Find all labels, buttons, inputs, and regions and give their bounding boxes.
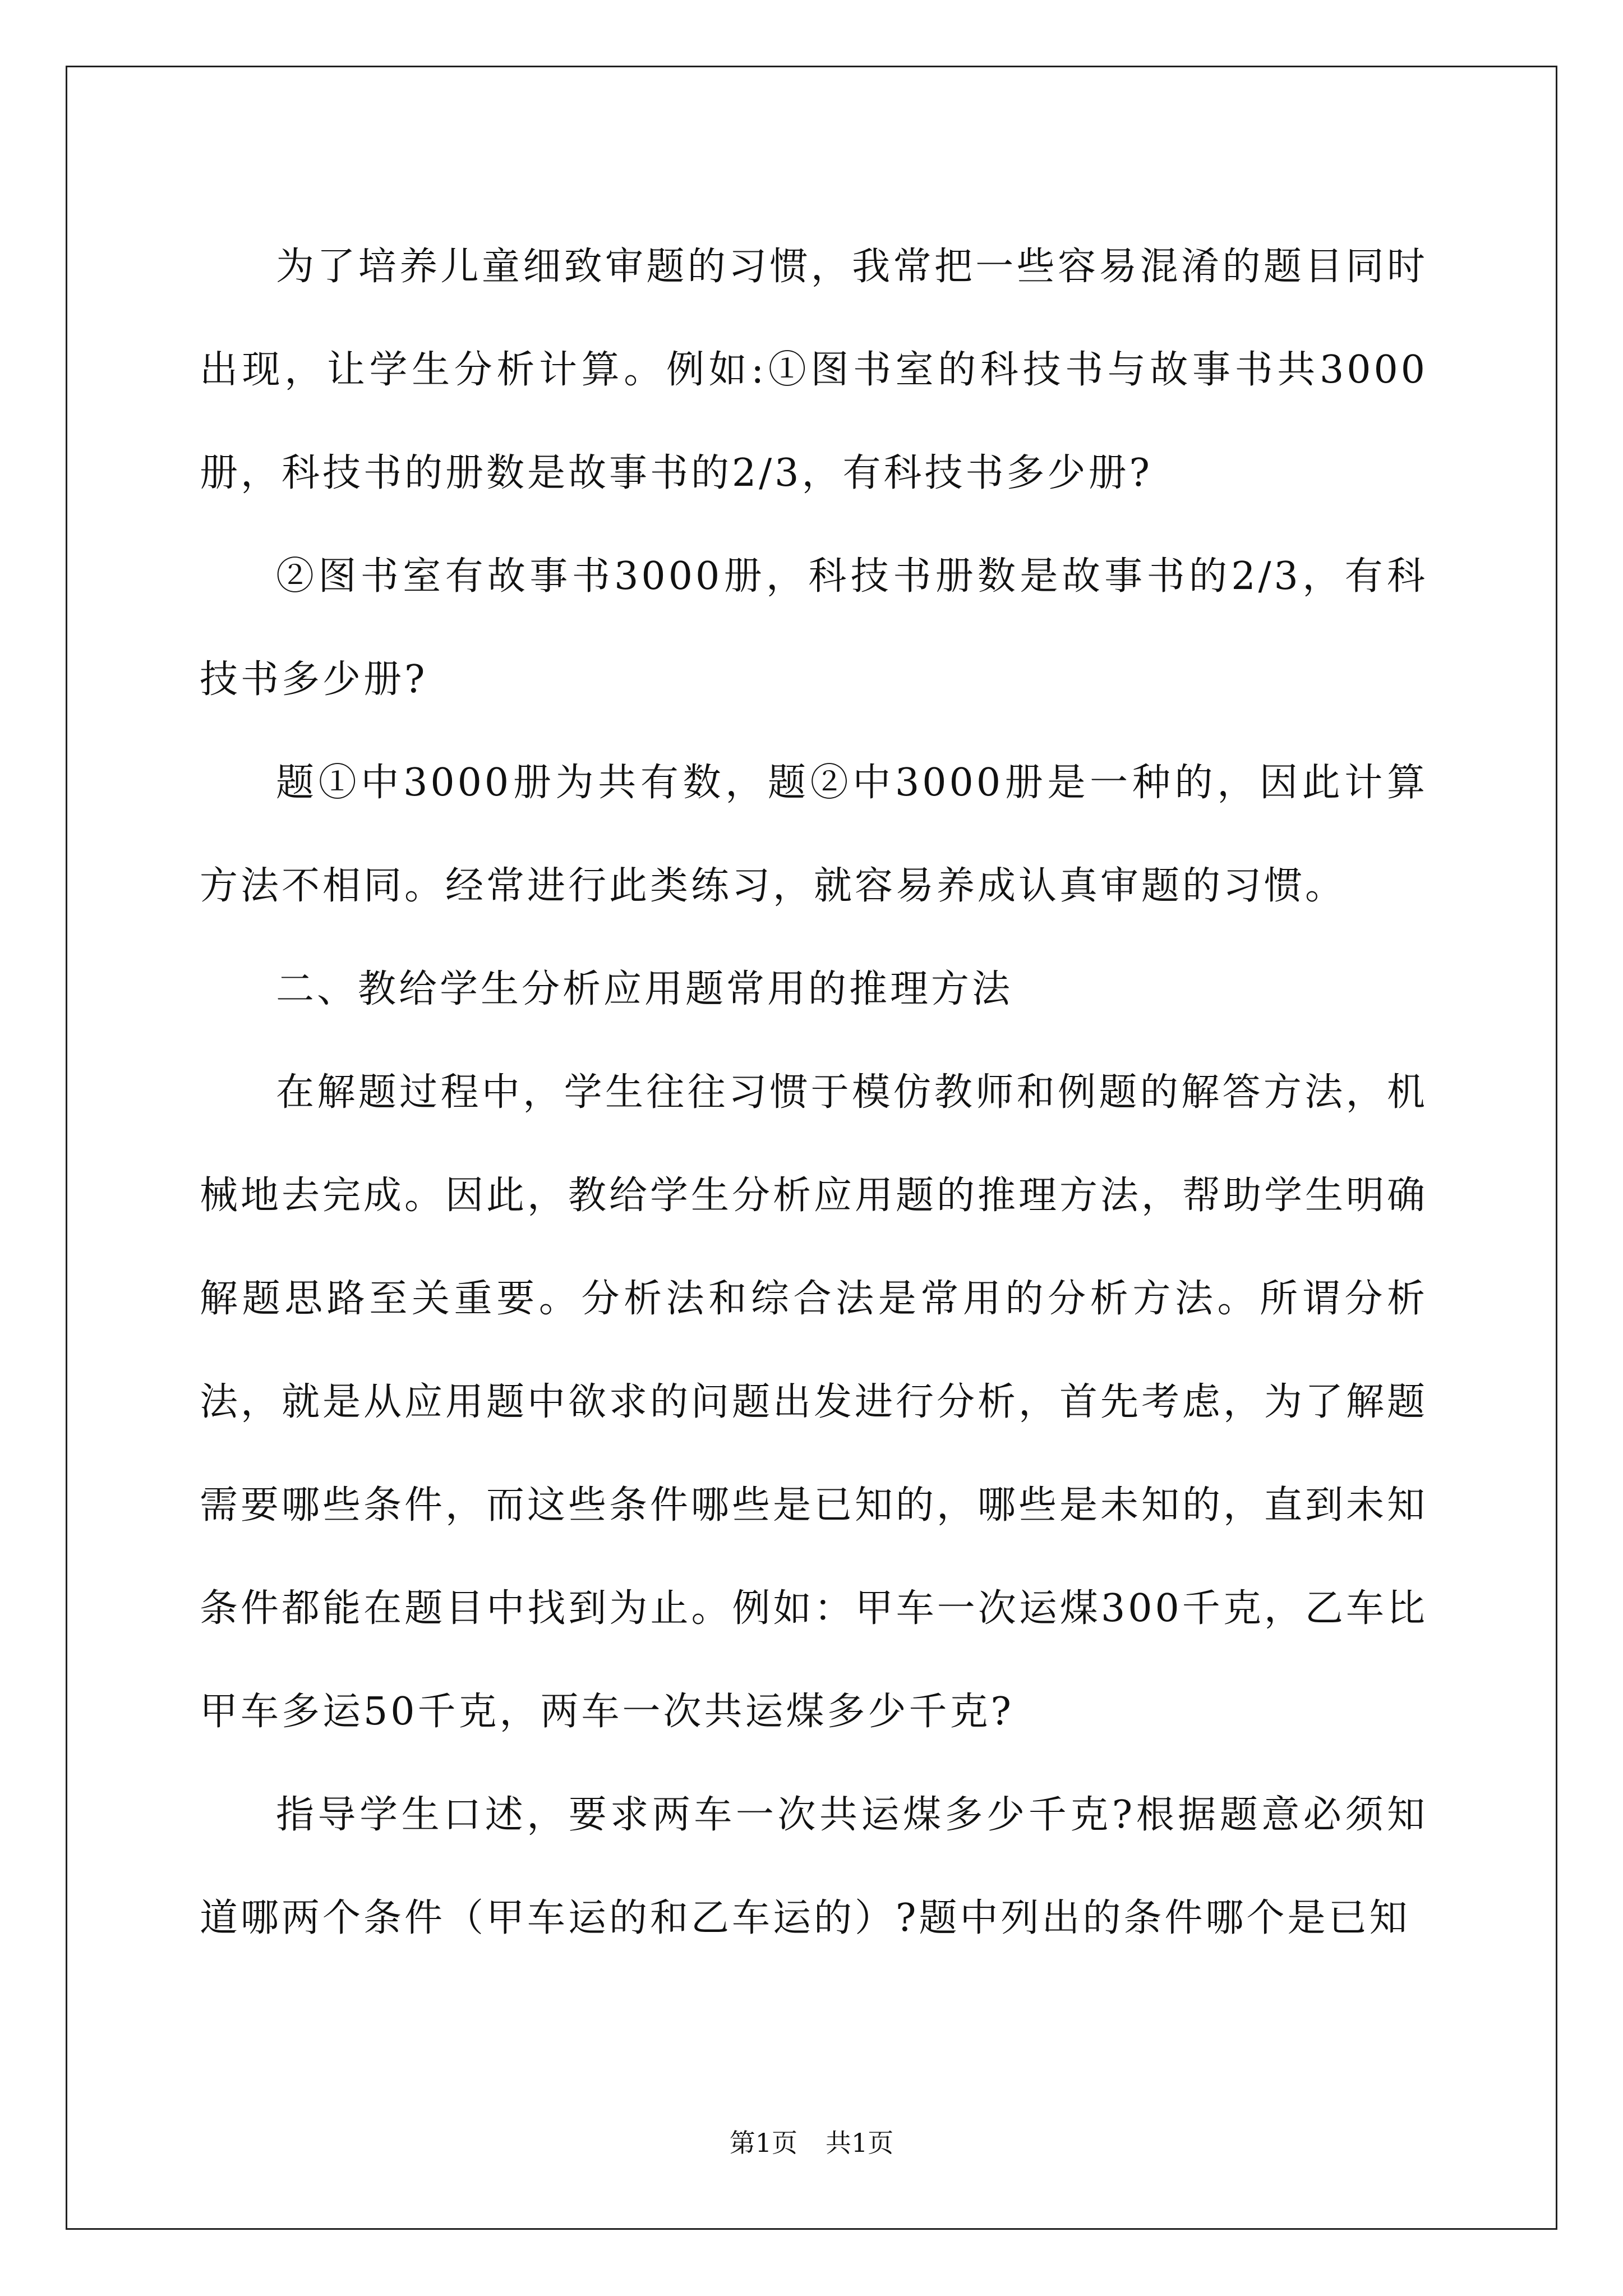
- section-heading: 二、教给学生分析应用题常用的推理方法: [276, 967, 1013, 1011]
- paragraph: 指导学生口述，要求两车一次共运煤多少千克?根据题意必须知道哪两个条件（甲车运的和乙车运的）?题中列出的条件哪个是已知: [200, 1793, 1428, 1940]
- page-footer: [0, 2126, 1623, 2160]
- document-body: [200, 215, 1428, 1970]
- page-number: 第1页: [729, 2128, 797, 2158]
- paragraph: 题①中3000册为共有数，题②中3000册是一种的，因此计算方法不相同。经常进行此类练习，就容易养成认真审题的习惯。: [200, 761, 1428, 908]
- paragraph: ②图书室有故事书3000册，科技书册数是故事书的2/3，有科技书多少册?: [200, 554, 1428, 702]
- paragraph: 在解题过程中，学生往往习惯于模仿教师和例题的解答方法，机械地去完成。因此，教给学生分析应用题的推理方法，帮助学生明确解题思路至关重要。分析法和综合法是常用的分析方法。所谓分析法，就是从应用题中欲求的问题出发进行分析，首先考虑，为了解题需要哪些条件，而这些条件哪些是已知的，哪些是未知的，直到未知条件都能在题目中找到为止。例如：甲车一次运煤300千克，乙车比甲车多运50千克，两车一次共运煤多少千克?: [200, 1070, 1428, 1734]
- paragraph: 为了培养儿童细致审题的习惯，我常把一些容易混淆的题目同时出现，让学生分析计算。例如:①图书室的科技书与故事书共3000册，科技书的册数是故事书的2/3，有科技书多少册?: [200, 245, 1428, 495]
- page-total: 共1页: [826, 2128, 894, 2158]
